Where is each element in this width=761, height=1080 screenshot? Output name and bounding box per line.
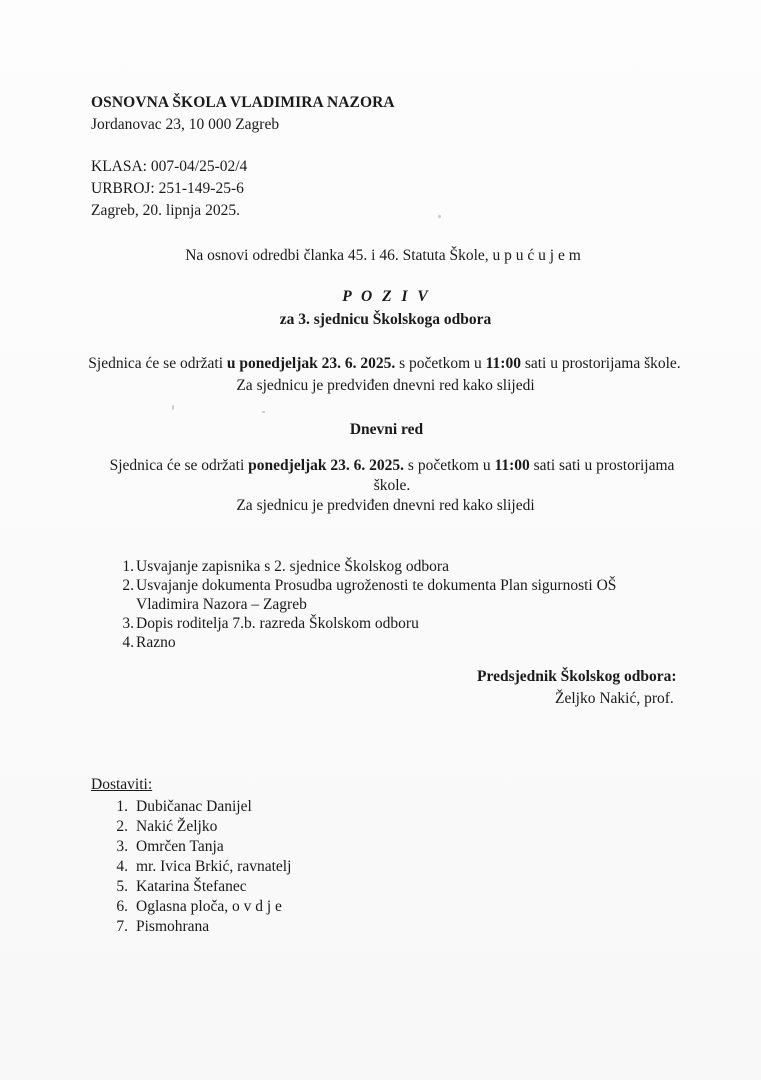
intro-text: Na osnovi odredbi članka 45. i 46. Statuta Škole, u p u ć u j e m	[185, 247, 581, 264]
agenda-item-text: Usvajanje dokumenta Prosudba ugroženosti te dokumenta Plan sigurnosti OŠ	[136, 577, 617, 594]
agenda-title: Dnevni red	[349, 421, 424, 438]
session-middle: s početkom u	[404, 457, 495, 474]
recipient-item	[104, 817, 504, 837]
recipient-name: Pismohrana	[136, 918, 210, 935]
recipient-item	[104, 897, 504, 917]
agenda-item-text-continued: Vladimira Nazora – Zagreb	[136, 596, 307, 613]
recipient-name: Omrčen Tanja	[136, 838, 224, 855]
agenda-item-text: Usvajanje zapisnika s 2. sjednice Školskog odbora	[136, 558, 449, 575]
recipient-item	[104, 797, 504, 817]
recipient-number: 2.	[116, 818, 128, 835]
agenda-item-number: 2.	[122, 577, 134, 594]
session-time: 11:00	[494, 457, 530, 474]
recipient-item	[104, 837, 504, 857]
session-info-line	[0, 354, 761, 374]
recipient-item	[104, 917, 504, 937]
agenda-item	[110, 576, 710, 614]
recipient-number: 3.	[116, 838, 128, 855]
agenda-item	[110, 614, 710, 633]
delivery-label: Dostaviti:	[91, 776, 153, 793]
session-time: 11:00	[485, 355, 521, 372]
session-suffix: sati u prostorijama škole.	[520, 355, 681, 372]
session-date: u ponedjeljak 23. 6. 2025.	[226, 355, 396, 372]
school-name: OSNOVNA ŠKOLA VLADIMIRA NAZORA	[91, 94, 395, 111]
signature-title: Predsjednik Školskog odbora:	[477, 668, 677, 685]
recipient-number: 1.	[116, 798, 128, 815]
recipient-name: Katarina Štefanec	[136, 878, 247, 895]
agenda-item-text: Razno	[136, 634, 176, 651]
agenda-note: Za sjednicu je predviđen dnevni red kako slijedi	[236, 377, 535, 394]
session-prefix: Sjednica će se održati	[88, 355, 227, 372]
agenda-item-number: 3.	[122, 615, 134, 632]
session-date: ponedjeljak 23. 6. 2025.	[248, 457, 405, 474]
agenda-item	[110, 633, 710, 652]
klasa-reference: KLASA: 007-04/25-02/4	[91, 158, 248, 175]
invitation-title: P O Z I V	[342, 288, 431, 305]
recipient-name: Dubičanac Danijel	[136, 798, 252, 815]
recipients-list	[104, 797, 504, 937]
agenda-item-text: Dopis roditelja 7.b. razreda Školskom odboru	[136, 615, 419, 632]
recipient-number: 4.	[116, 858, 128, 875]
signature-name: Željko Nakić, prof.	[555, 690, 674, 707]
invitation-subtitle: za 3. sjednicu Školskoga odbora	[279, 311, 492, 328]
recipient-number: 5.	[116, 878, 128, 895]
scan-speck	[262, 411, 265, 413]
session-middle: s početkom u	[395, 355, 486, 372]
recipient-number: 7.	[116, 918, 128, 935]
recipient-name: mr. Ivica Brkić, ravnatelj	[136, 858, 292, 875]
recipient-item	[104, 877, 504, 897]
agenda-item-number: 4.	[122, 634, 134, 651]
agenda-item-number: 1.	[122, 558, 134, 575]
session-suffix: sati sati u prostorijama škole.	[373, 457, 675, 494]
recipient-number: 6.	[116, 898, 128, 915]
recipient-name: Oglasna ploča, o v d j e	[136, 898, 282, 915]
session-prefix: Sjednica će se održati	[109, 457, 249, 474]
document-date: Zagreb, 20. lipnja 2025.	[91, 202, 240, 219]
recipient-name: Nakić Željko	[136, 818, 218, 835]
school-address: Jordanovac 23, 10 000 Zagreb	[91, 116, 280, 133]
urbroj-reference: URBROJ: 251-149-25-6	[91, 180, 244, 197]
recipient-item	[104, 857, 504, 877]
scan-speck	[172, 405, 174, 410]
session-info-line-repeat	[92, 456, 692, 496]
agenda-item	[110, 557, 710, 576]
agenda-note-repeat: Za sjednicu je predviđen dnevni red kako slijedi	[236, 497, 535, 514]
scan-speck	[438, 215, 441, 218]
agenda-list	[110, 557, 710, 652]
